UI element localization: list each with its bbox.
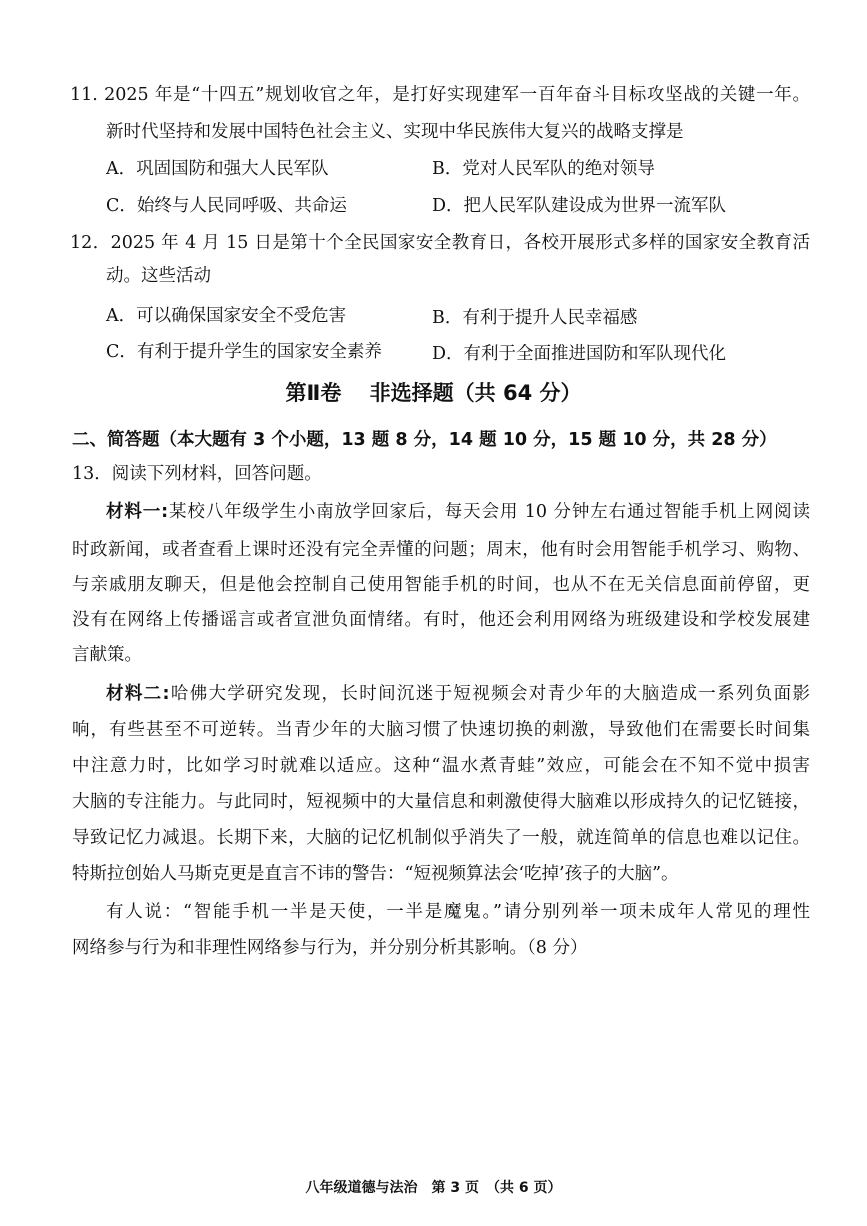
- material2-line2: 响，有些甚至不可逆转。当青少年的大脑习惯了快速切换的刺激，导致他们在需要长时间集: [72, 720, 810, 740]
- page-footer: 八年级道德与法治 第 3 页 （共 6 页）: [305, 1180, 562, 1196]
- material1-line5: 言献策。: [72, 645, 142, 665]
- material2-line5: 导致记忆力减退。长期下来，大脑的记忆机制似乎消失了一般，就连简单的信息也难以记住。: [72, 828, 810, 848]
- material2-text1: 哈佛大学研究发现，长时间沉迷于短视频会对青少年的大脑造成一系列负面影: [169, 684, 810, 704]
- material2-line3: 中注意力时，比如学习时就难以适应。这种“温水煮青蛙”效应，可能会在不知不觉中损害: [72, 756, 810, 776]
- q12-option-c[interactable]: C．有利于提升学生的国家安全素养: [106, 342, 382, 362]
- q11-stem-line1: 11. 2025 年是“十四五”规划收官之年，是打好实现建军一百年奋斗目标攻坚战的关键一年。: [70, 85, 810, 105]
- material1-text1: 某校八年级学生小南放学回家后，每天会用 10 分钟左右通过智能手机上网阅读: [168, 502, 810, 522]
- material2-line6: 特斯拉创始人马斯克更是直言不讳的警告：“短视频算法会‘吃掉’孩子的大脑”。: [72, 864, 679, 884]
- q13-question-line1: 有人说：“智能手机一半是天使，一半是魔鬼。”请分别列举一项未成年人常见的理性: [106, 902, 810, 922]
- section-title: 第Ⅱ卷 非选择题（共 64 分）: [285, 381, 582, 405]
- q11-option-b[interactable]: B．党对人民军队的绝对领导: [432, 159, 655, 179]
- q11-stem-line2: 新时代坚持和发展中国特色社会主义、实现中华民族伟大复兴的战略支撑是: [106, 122, 684, 142]
- q12-stem-line2: 动。这些活动: [106, 266, 211, 286]
- material1-label: 材料一:: [106, 502, 169, 522]
- q12-option-d[interactable]: D．有利于全面推进国防和军队现代化: [432, 344, 727, 364]
- q12-option-a[interactable]: A．可以确保国家安全不受危害: [106, 306, 347, 326]
- material1-line2: 时政新闻，或者查看上课时还没有完全弄懂的问题；周末，他有时会用智能手机学习、购物、: [72, 540, 810, 560]
- material1-line4: 没有在网络上传播谣言或者宣泄负面情绪。有时，他还会利用网络为班级建设和学校发展建: [72, 610, 810, 630]
- q12-stem-line1: 12．2025 年 4 月 15 日是第十个全民国家安全教育日，各校开展形式多样的国家安全教育活: [70, 233, 810, 253]
- section-subtitle: 二、简答题（本大题有 3 个小题，13 题 8 分，14 题 10 分，15 题 10 分，共 28 分）: [72, 430, 777, 450]
- q11-option-d[interactable]: D．把人民军队建设成为世界一流军队: [432, 196, 727, 216]
- material2-label: 材料二:: [106, 684, 170, 704]
- material1-line3: 与亲戚朋友聊天，但是他会控制自己使用智能手机的时间，也从不在无关信息面前停留，更: [72, 575, 810, 595]
- q13-intro: 13．阅读下列材料，回答问题。: [72, 464, 322, 484]
- material1-line1: [106, 500, 810, 524]
- q13-question-line2: 网络参与行为和非理性网络参与行为，并分别分析其影响。（8 分）: [72, 938, 588, 958]
- q11-option-c[interactable]: C．始终与人民同呼吸、共命运: [106, 196, 347, 216]
- material2-line4: 大脑的专注能力。与此同时，短视频中的大量信息和刺激使得大脑难以形成持久的记忆链接，: [72, 792, 810, 812]
- q12-option-b[interactable]: B．有利于提升人民幸福感: [432, 308, 638, 328]
- material2-line1: [106, 682, 810, 706]
- q11-option-a[interactable]: A．巩固国防和强大人民军队: [106, 159, 329, 179]
